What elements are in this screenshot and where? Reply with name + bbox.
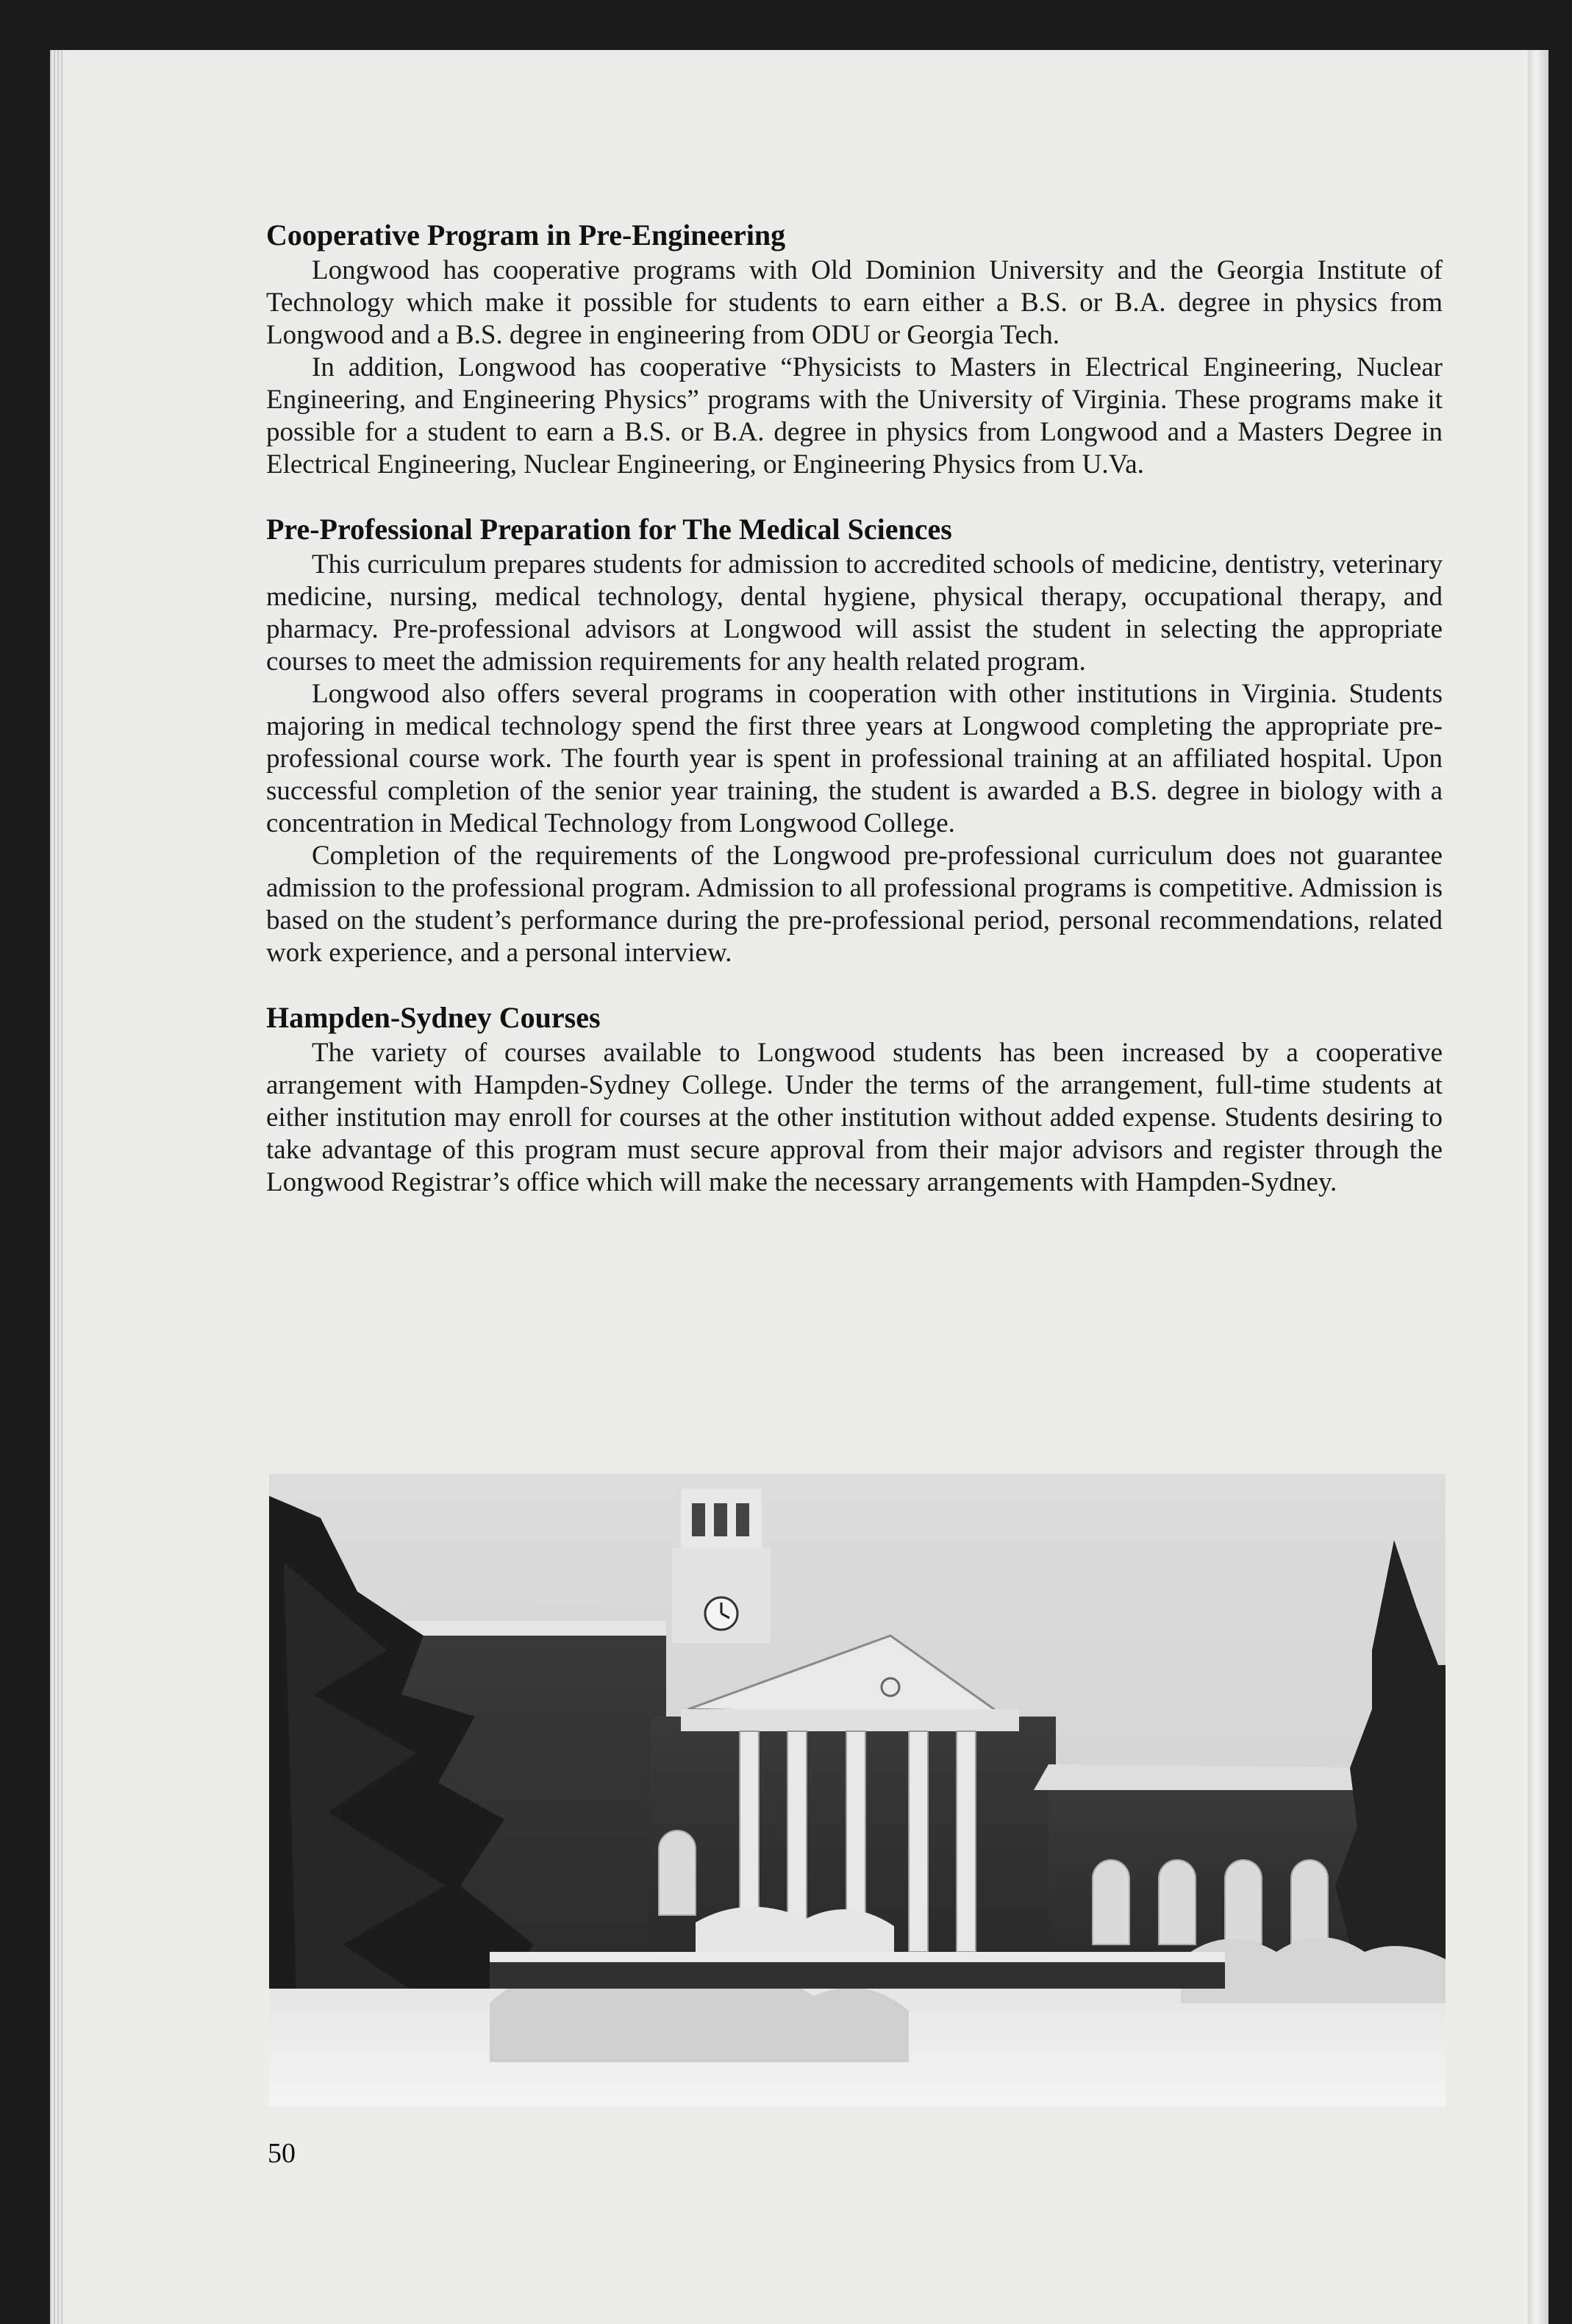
paragraph: In addition, Longwood has cooperative “Physicists to Masters in Electrical Engineering, Nuclear Engineering, and Engineering Physics” programs with the University of Virginia. These programs make it possible for a student to earn a B.S. or B.A. degree in physics from Longwood and a Masters Degree in Electrical Engineering, Nuclear Engineering, or Engineering Physics from U.Va.: [266, 352, 1443, 480]
page-right-edge: [1528, 50, 1548, 2324]
paragraph: Longwood also offers several programs in cooperation with other institutions in Virginia. Students majoring in medical technology spend the first three years at Longwood completing the appropriate pre-professional course work. The fourth year is spent in professional training at an affiliated hospital. Upon successful completion of the senior year training, the student is awarded a B.S. degree in biology with a concentration in Medical Technology from Longwood College.: [266, 679, 1443, 838]
section-pre-engineering: [266, 218, 1443, 481]
paragraph: The variety of courses available to Longwood students has been increased by a cooperative arrangement with Hampden-Sydney College. Under the terms of the arrangement, full-time students at either institution may enroll for courses at the other institution without added expense. Students desiring to take advantage of this program must secure approval from their major advisors and register through the Longwood Registrar’s office which will make the necessary arrangements with Hampden-Sydney.: [266, 1038, 1443, 1197]
paragraph: Completion of the requirements of the Longwood pre-professional curriculum does not guarantee admission to the professional program. Admission to all professional programs is competitive. Admission is based on the student’s performance during the pre-professional period, personal recommendations, related work experience, and a personal interview.: [266, 841, 1443, 968]
page-stack-edge: [50, 50, 63, 2324]
page-text: [266, 218, 1443, 1230]
paragraph: Longwood has cooperative programs with Old Dominion University and the Georgia Institute of Technology which make it possible for students to earn either a B.S. or B.A. degree in physics from Longwood and a B.S. degree in engineering from ODU or Georgia Tech.: [266, 255, 1443, 350]
page-number: 50: [268, 2138, 296, 2169]
campus-building-photo: [269, 1474, 1446, 2106]
section-medical-sciences: [266, 512, 1443, 969]
section-heading: Cooperative Program in Pre-Engineering: [266, 218, 786, 252]
section-hampden-sydney: [266, 1000, 1443, 1199]
section-heading: Hampden-Sydney Courses: [266, 1001, 601, 1034]
paragraph: This curriculum prepares students for admission to accredited schools of medicine, dentistry, veterinary medicine, nursing, medical technology, dental hygiene, physical therapy, occupational therapy, and pharmacy. Pre-professional advisors at Longwood will assist the student in selecting the appropriate courses to meet the admission requirements for any health related program.: [266, 549, 1443, 677]
section-heading: Pre-Professional Preparation for The Medical Sciences: [266, 513, 952, 546]
snowy-colonnade-building-image: [269, 1474, 1446, 2106]
